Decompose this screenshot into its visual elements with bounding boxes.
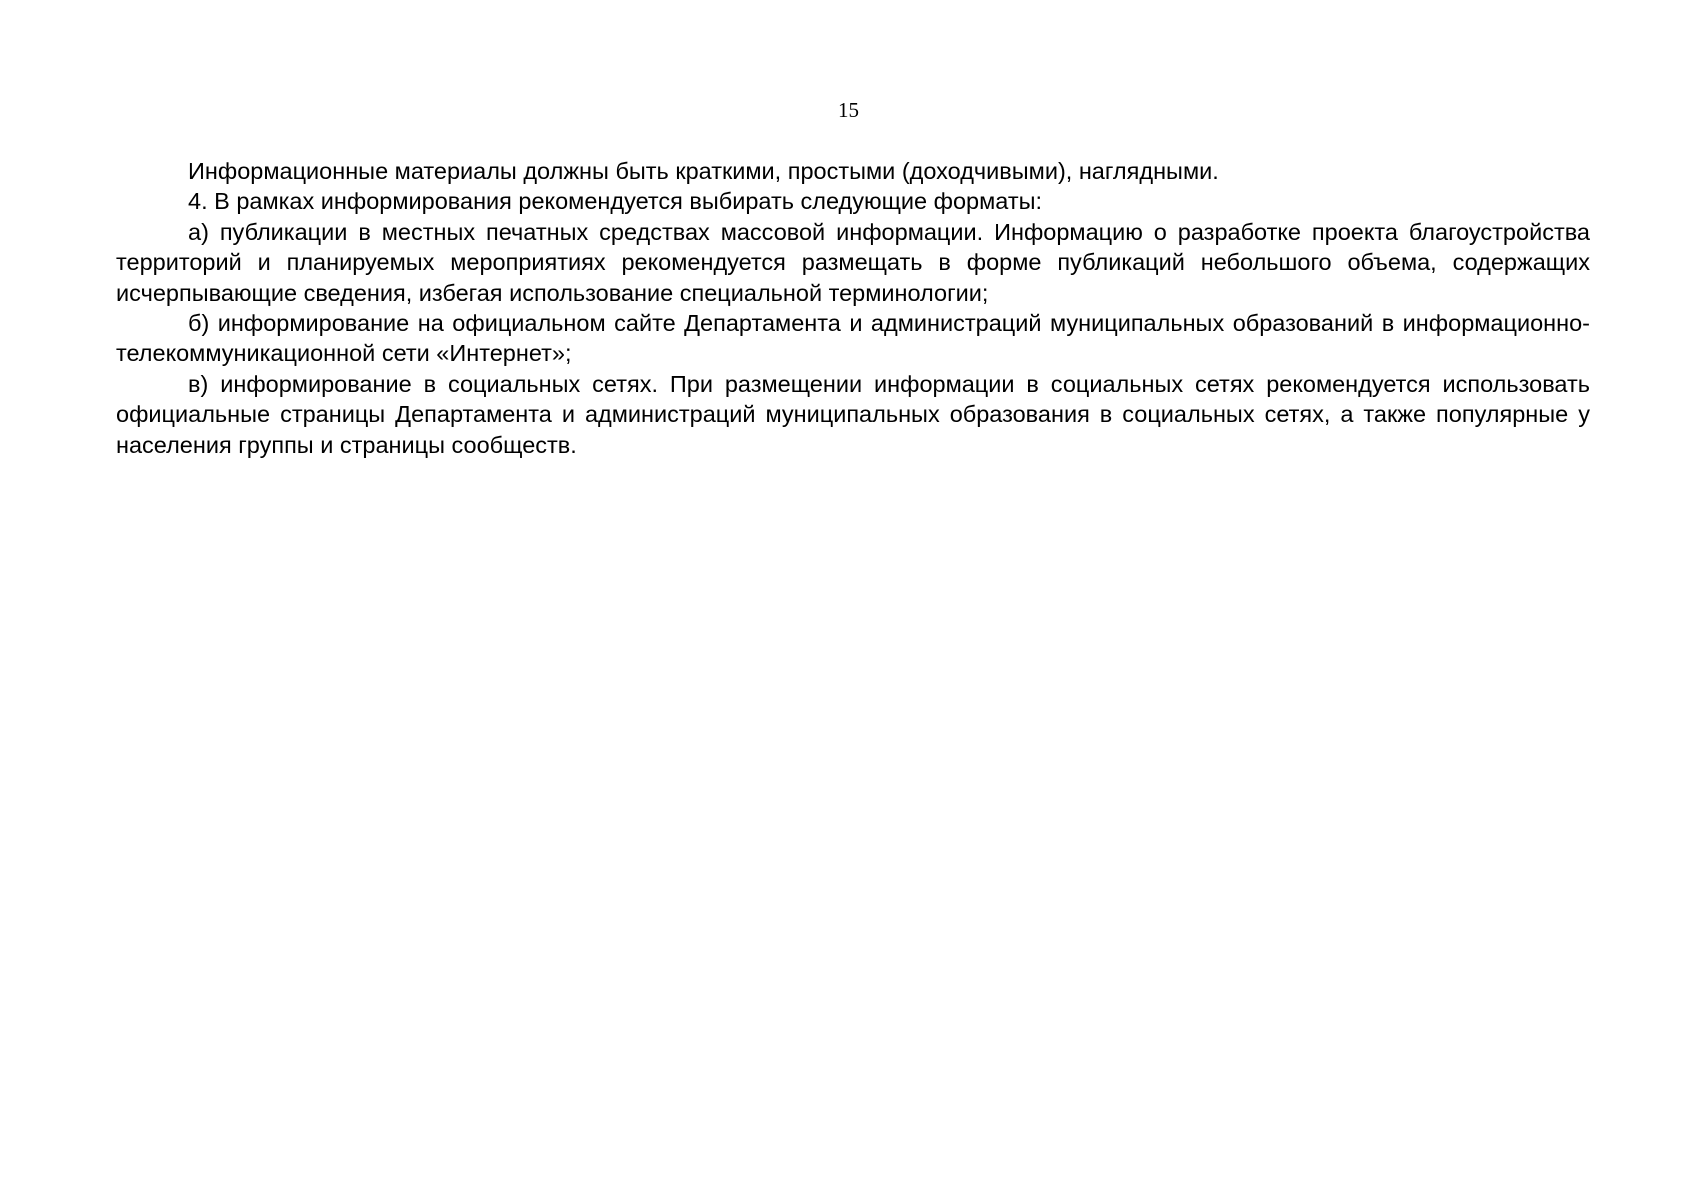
paragraph-item-b: б) информирование на официальном сайте Департамента и администраций муниципальных образований в информационно-телекоммуникационной сети «Интернет»; bbox=[116, 310, 1590, 367]
page-number: 15 bbox=[838, 98, 859, 122]
paragraph-info-materials: Информационные материалы должны быть краткими, простыми (доходчивыми), наглядными. bbox=[188, 158, 1219, 184]
document-body bbox=[116, 156, 1590, 460]
paragraph-item-4: 4. В рамках информирования рекомендуется выбирать следующие форматы: bbox=[188, 188, 1043, 215]
paragraph-item-a: а) публикации в местных печатных средствах массовой информации. Информацию о разработке проекта благоустройства территорий и планируемых мероприятиях рекомендуется размещать в форме публикаций небольшого объема, содержащих исчерпывающие сведения, избегая использование специальной терминологии; bbox=[116, 218, 1590, 306]
paragraph-item-v: в) информирование в социальных сетях. При размещении информации в социальных сетях рекомендуется использовать официальные страницы Департамента и администраций муниципальных образования в социальных сетях, а также популярные у населения группы и страницы сообществ. bbox=[116, 370, 1590, 458]
